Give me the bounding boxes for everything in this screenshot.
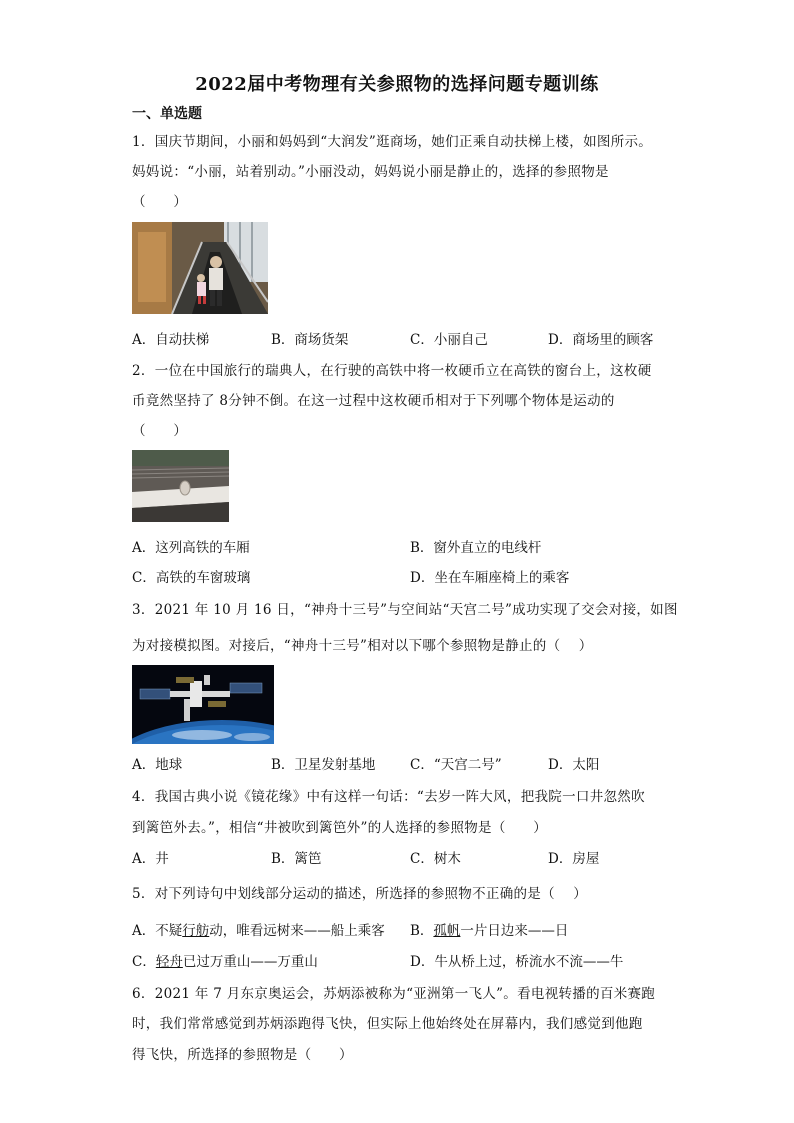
q3-line-2: 为对接模拟图。对接后，“神舟十三号”相对以下哪个参照物是静止的（ ） [132,638,593,654]
q1-line-1: 1．国庆节期间，小丽和妈妈到“大润发”逛商场，她们正乘自动扶梯上楼，如图所示。 [132,134,653,150]
q4-option-d: D．房屋 [548,851,600,867]
q5-option-c-suffix: 已过万重山——万重山 [182,954,318,970]
q5-option-a-prefix: A．不疑 [132,923,183,939]
q2-line-2: 币竟然坚持了 8分钟不倒。在这一过程中这枚硬币相对于下列哪个物体是运动的 [132,393,615,409]
q5-option-b [410,919,568,939]
q6-line-2: 时，我们常常感觉到苏炳添跑得飞快，但实际上他始终处在屏幕内，我们感觉到他跑 [132,1016,643,1032]
q2-option-d: D．坐在车厢座椅上的乘客 [410,570,570,586]
q6-line-3: 得飞快，所选择的参照物是（ ） [132,1047,353,1063]
q4-line-1: 4．我国古典小说《镜花缘》中有这样一句话：“去岁一阵大风，把我院一口井忽然吹 [132,789,645,805]
q4-option-c: C．树木 [410,851,461,867]
q5-option-c-prefix: C． [132,954,156,970]
q1-line-2: 妈妈说：“小丽，站着别动。”小丽没动，妈妈说小丽是静止的，选择的参照物是 [132,164,609,180]
q4-line-2: 到篱笆外去。”，相信“井被吹到篱笆外”的人选择的参照物是（ ） [132,820,548,836]
q1-option-b: B．商场货架 [271,332,349,348]
q5-option-b-prefix: B． [410,923,434,939]
q5-option-d: D．牛从桥上过，桥流水不流——牛 [410,954,624,970]
q5-option-c-underlined: 轻舟 [155,954,183,970]
q2-line-1: 2．一位在中国旅行的瑞典人，在行驶的高铁中将一枚硬币立在高铁的窗台上，这枚硬 [132,363,652,379]
q1-option-c: C．小丽自己 [410,332,488,348]
q2-line-3: （ ） [132,423,188,439]
q1-option-a: A．自动扶梯 [132,332,210,348]
q5-option-a-underlined: 行舫 [182,923,210,939]
q3-line-1: 3．2021 年 10 月 16 日，“神舟十三号”与空间站“天宫二号”成功实现了交会对接，如图 [132,602,678,618]
q3-option-a: A．地球 [132,757,183,773]
train-window-coin-image [132,450,229,522]
section-heading: 一、单选题 [132,106,202,122]
q1-line-3: （ ） [132,194,188,210]
q4-option-b: B．篱笆 [271,851,322,867]
q6-line-1: 6．2021 年 7 月东京奥运会，苏炳添被称为“亚洲第一飞人”。看电视转播的百米赛跑 [132,986,656,1002]
q5-option-a-suffix: 动，唯看远树来——船上乘客 [209,923,385,939]
q4-option-a: A．井 [132,851,169,867]
page-title: 2022届中考物理有关参照物的选择问题专题训练 [195,74,599,95]
q3-option-b: B．卫星发射基地 [271,757,376,773]
q5-option-b-suffix: 一片日边来——日 [460,923,569,939]
escalator-image [132,222,268,314]
q2-option-b: B．窗外直立的电线杆 [410,540,542,556]
q5-option-a [132,919,385,939]
space-docking-image [132,665,274,744]
q2-option-c: C．高铁的车窗玻璃 [132,570,251,586]
q5-line-1: 5．对下列诗句中划线部分运动的描述，所选择的参照物不正确的是（ ） [132,886,588,902]
q3-option-c: C．“天宫二号” [410,757,502,773]
q5-option-c [132,950,318,970]
q3-option-d: D．太阳 [548,757,600,773]
q1-option-d: D．商场里的顾客 [548,332,654,348]
q2-option-a: A．这列高铁的车厢 [132,540,250,556]
q5-option-b-underlined: 孤帆 [433,923,461,939]
